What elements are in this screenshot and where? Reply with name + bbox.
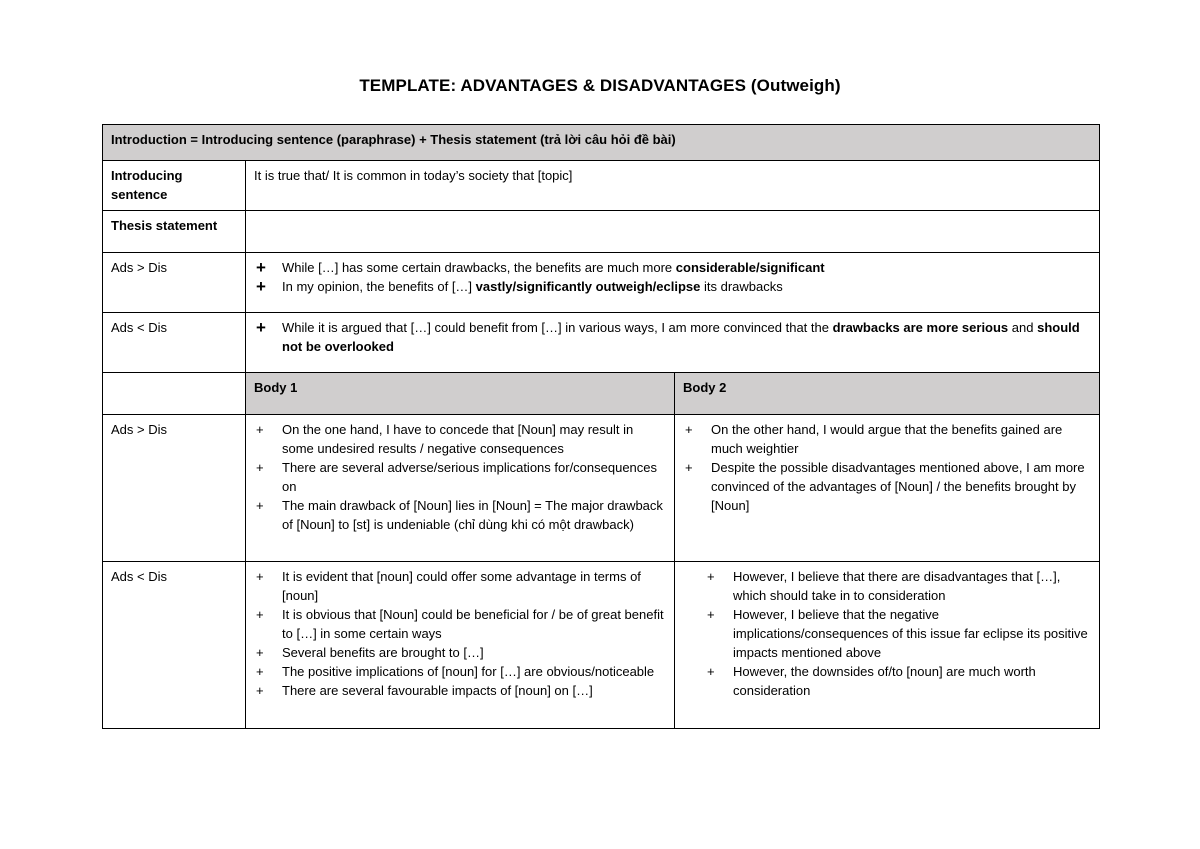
list-item: + In my opinion, the benefits of […] vastly/significantly outweigh/eclipse its drawbacks xyxy=(256,277,783,296)
ads-lt-body-label: Ads < Dis xyxy=(103,562,246,729)
ads-gt-intro-row xyxy=(103,253,1100,313)
ads-gt-body-label: Ads > Dis xyxy=(103,415,246,562)
plus-icon: + xyxy=(685,460,693,475)
plus-icon: + xyxy=(256,683,264,698)
list-item: + Several benefits are brought to […] xyxy=(256,645,484,660)
list-item: + On the one hand, I have to concede that [Noun] may result in some undesired results / negative consequences xyxy=(256,422,634,456)
list-item: + It is evident that [noun] could offer some advantage in terms of [noun] xyxy=(256,569,641,603)
intro-header-cell: Introduction = Introducing sentence (paraphrase) + Thesis statement (trả lời câu hỏi đề bài) xyxy=(103,125,1100,161)
list-item: + The main drawback of [Noun] lies in [Noun] = The major drawback of [Noun] to [st] is undeniable (chỉ dùng khi có một drawback) xyxy=(256,498,663,532)
ads-lt-intro-label: Ads < Dis xyxy=(103,313,246,373)
list-item: + It is obvious that [Noun] could be beneficial for / be of great benefit to […] in some certain ways xyxy=(256,607,664,641)
ads-lt-body2-content xyxy=(675,562,1100,729)
list-item: + Despite the possible disadvantages mentioned above, I am more convinced of the advantages of [Noun] / the benefits brought by [Noun] xyxy=(685,460,1085,513)
introducing-label: Introducing sentence xyxy=(103,161,246,211)
body-header-blank xyxy=(103,373,246,415)
ads-lt-body1-content xyxy=(246,562,675,729)
introducing-row xyxy=(103,161,1100,211)
ads-gt-body2-content xyxy=(675,415,1100,562)
plus-icon: + xyxy=(256,460,264,475)
thesis-row xyxy=(103,211,1100,253)
list-item: + While […] has some certain drawbacks, the benefits are much more considerable/significant xyxy=(256,258,825,277)
plus-icon: + xyxy=(256,258,266,277)
list-item: + However, I believe that the negative implications/consequences of this issue far eclipse its positive impacts mentioned above xyxy=(707,607,1088,660)
ads-gt-intro-content xyxy=(246,253,1100,313)
plus-icon: + xyxy=(256,645,264,660)
thesis-label: Thesis statement xyxy=(103,211,246,253)
plus-icon: + xyxy=(256,569,264,584)
body2-header: Body 2 xyxy=(675,373,1100,415)
ads-gt-intro-label: Ads > Dis xyxy=(103,253,246,313)
plus-icon: + xyxy=(707,664,715,679)
plus-icon: + xyxy=(256,318,266,337)
list-item: + However, I believe that there are disadvantages that […], which should take in to consideration xyxy=(707,569,1061,603)
thesis-text xyxy=(246,211,1100,253)
list-item: + There are several favourable impacts of [noun] on […] xyxy=(256,683,593,698)
intro-header-row xyxy=(103,125,1100,161)
plus-icon: + xyxy=(256,664,264,679)
list-item: + The positive implications of [noun] for […] are obvious/noticeable xyxy=(256,664,655,679)
ads-gt-body1-content xyxy=(246,415,675,562)
ads-lt-intro-row xyxy=(103,313,1100,373)
ads-gt-body-row xyxy=(103,415,1100,562)
list-item: + While it is argued that […] could benefit from […] in various ways, I am more convinced that the drawbacks are more serious and should not be overlooked xyxy=(256,318,1080,354)
template-table xyxy=(102,124,1100,729)
list-item: + On the other hand, I would argue that the benefits gained are much weightier xyxy=(685,422,1063,456)
page-title: TEMPLATE: ADVANTAGES & DISADVANTAGES (Outweigh) xyxy=(359,76,841,95)
plus-icon: + xyxy=(256,422,264,437)
ads-lt-intro-content xyxy=(246,313,1100,373)
body1-header: Body 1 xyxy=(246,373,675,415)
list-item: + However, the downsides of/to [noun] are much worth consideration xyxy=(707,664,1036,698)
ads-lt-body-row xyxy=(103,562,1100,729)
plus-icon: + xyxy=(685,422,693,437)
plus-icon: + xyxy=(707,607,715,622)
plus-icon: + xyxy=(256,498,264,513)
list-item: + There are several adverse/serious implications for/consequences on xyxy=(256,460,658,494)
introducing-text: It is true that/ It is common in today’s society that [topic] xyxy=(246,161,1100,211)
plus-icon: + xyxy=(256,607,264,622)
plus-icon: + xyxy=(707,569,715,584)
plus-icon: + xyxy=(256,277,266,296)
body-header-row xyxy=(103,373,1100,415)
